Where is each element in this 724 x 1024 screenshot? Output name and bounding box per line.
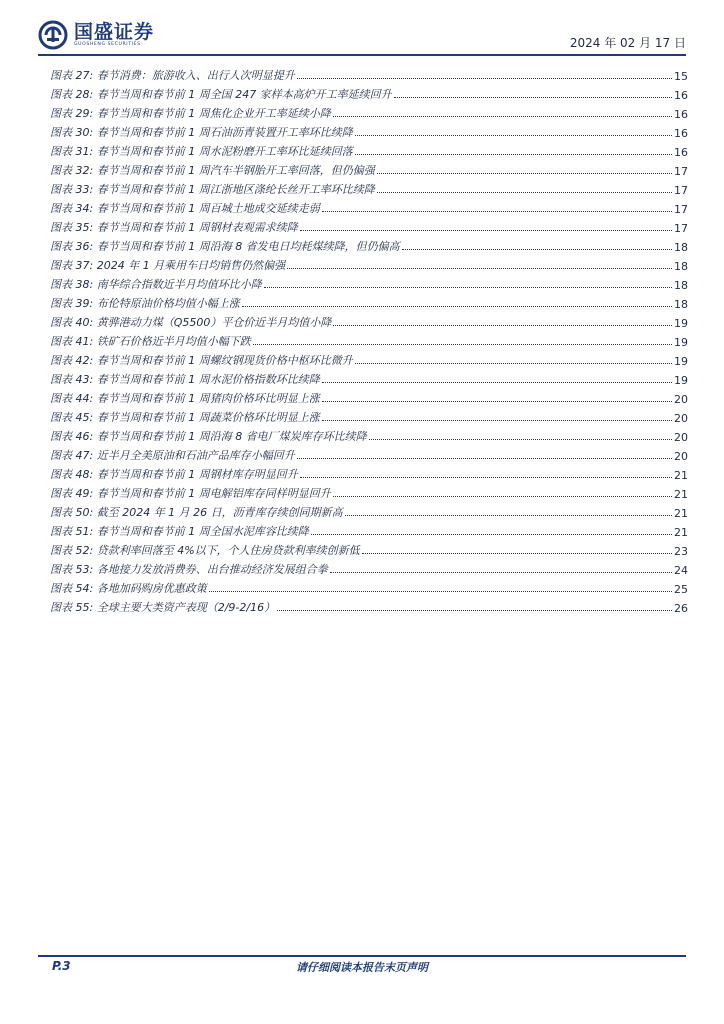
toc-entry-title [50, 371, 320, 387]
toc-entry-page: 21 [674, 507, 688, 520]
toc-entry-text: 截至 2024 年 1 月 26 日，沥青库存续创同期新高 [96, 506, 343, 519]
logo-english-name: GUOSHENG SECURITIES [74, 42, 141, 47]
toc-entry-text: 2024 年 1 月乘用车日均销售仍然偏强 [96, 259, 286, 272]
toc-entry-text: 春节当周和春节前 1 周江浙地区涤纶长丝开工率环比续降 [96, 183, 375, 196]
toc-entry-label: 图表 37: [50, 259, 94, 272]
toc-entry-text: 各地接力发放消费券、出台推动经济发展组合拳 [96, 563, 328, 576]
toc-entry-label: 图表 39: [50, 297, 94, 310]
toc-entry-label: 图表 43: [50, 373, 94, 386]
toc-leader-dots [369, 438, 672, 440]
toc-entry-text: 春节当周和春节前 1 周石油沥青装置开工率环比续降 [96, 126, 353, 139]
toc-entry-title [50, 504, 343, 520]
toc-entry[interactable] [50, 463, 688, 482]
toc-entry-page: 15 [674, 70, 688, 83]
toc-entry-page: 18 [674, 241, 688, 254]
toc-entry-title [50, 580, 207, 596]
toc-entry-label: 图表 34: [50, 202, 94, 215]
toc-entry-text: 春节当周和春节前 1 周沿海 8 省电厂煤炭库存环比续降 [96, 430, 367, 443]
toc-entry-title [50, 466, 298, 482]
toc-entry-page: 17 [674, 184, 688, 197]
toc-entry-text: 贷款利率回落至 4%以下，个人住房贷款利率续创新低 [96, 544, 360, 557]
toc-entry-page: 21 [674, 488, 688, 501]
report-date: 2024 年 02 月 17 日 [569, 36, 686, 50]
header-divider [38, 54, 686, 56]
toc-entry-page: 23 [674, 545, 688, 558]
toc-entry-text: 布伦特原油价格均值小幅上涨 [96, 297, 240, 310]
toc-entry-page: 16 [674, 108, 688, 121]
toc-entry-title [50, 162, 375, 178]
toc-entry-page: 26 [674, 602, 688, 615]
toc-entry[interactable] [50, 482, 688, 501]
toc-entry-text: 春节当周和春节前 1 周水泥粉磨开工率环比延续回落 [96, 145, 353, 158]
toc-entry-title [50, 447, 295, 463]
toc-entry-title [50, 67, 295, 83]
toc-entry-title [50, 333, 251, 349]
toc-leader-dots [242, 305, 672, 307]
toc-entry[interactable] [50, 349, 688, 368]
toc-entry[interactable] [50, 501, 688, 520]
toc-entry-label: 图表 53: [50, 563, 94, 576]
toc-entry[interactable] [50, 159, 688, 178]
toc-entry-page: 16 [674, 127, 688, 140]
toc-entry-label: 图表 46: [50, 430, 94, 443]
toc-leader-dots [330, 571, 672, 573]
toc-entry-label: 图表 47: [50, 449, 94, 462]
toc-entry[interactable] [50, 102, 688, 121]
toc-entry[interactable] [50, 425, 688, 444]
toc-leader-dots [297, 457, 672, 459]
toc-entry[interactable] [50, 235, 688, 254]
toc-entry[interactable] [50, 121, 688, 140]
toc-entry-text: 春节当周和春节前 1 周沿海 8 省发电日均耗煤续降，但仍偏高 [96, 240, 400, 253]
toc-entry-page: 18 [674, 298, 688, 311]
toc-leader-dots [377, 191, 672, 193]
toc-entry-text: 春节当周和春节前 1 周百城土地成交延续走弱 [96, 202, 320, 215]
toc-entry-page: 16 [674, 89, 688, 102]
toc-entry-title [50, 143, 353, 159]
toc-entry-text: 春节当周和春节前 1 周猪肉价格环比明显上涨 [96, 392, 320, 405]
toc-entry-text: 春节当周和春节前 1 周水泥价格指数环比续降 [96, 373, 320, 386]
toc-entry-label: 图表 40: [50, 316, 94, 329]
toc-leader-dots [300, 476, 672, 478]
toc-entry-label: 图表 55: [50, 601, 94, 614]
toc-entry-text: 南华综合指数近半月均值环比小降 [96, 278, 262, 291]
toc-entry[interactable] [50, 558, 688, 577]
toc-entry-label: 图表 27: [50, 69, 94, 82]
toc-entry-page: 17 [674, 222, 688, 235]
toc-entry-page: 18 [674, 279, 688, 292]
toc-entry[interactable] [50, 178, 688, 197]
table-of-figures [50, 64, 688, 615]
toc-entry-page: 17 [674, 203, 688, 216]
toc-leader-dots [253, 343, 672, 345]
toc-entry-label: 图表 44: [50, 392, 94, 405]
company-logo [38, 20, 154, 50]
toc-entry[interactable] [50, 216, 688, 235]
toc-entry[interactable] [50, 292, 688, 311]
toc-entry-label: 图表 45: [50, 411, 94, 424]
toc-entry-text: 全球主要大类资产表现（2/9-2/16） [96, 601, 276, 614]
toc-entry-title [50, 181, 375, 197]
toc-entry-page: 17 [674, 165, 688, 178]
toc-entry-title [50, 276, 262, 292]
toc-entry-text: 各地加码购房优惠政策 [96, 582, 207, 595]
toc-entry-text: 春节消费：旅游收入、出行人次明显提升 [96, 69, 295, 82]
toc-leader-dots [355, 153, 672, 155]
toc-entry[interactable] [50, 140, 688, 159]
toc-entry-text: 近半月全美原油和石油产品库存小幅回升 [96, 449, 295, 462]
toc-entry[interactable] [50, 311, 688, 330]
toc-entry-label: 图表 48: [50, 468, 94, 481]
toc-entry-text: 铁矿石价格近半月均值小幅下跌 [96, 335, 251, 348]
toc-entry-title [50, 200, 320, 216]
toc-leader-dots [209, 590, 672, 592]
toc-entry-page: 20 [674, 412, 688, 425]
toc-leader-dots [333, 115, 672, 117]
toc-entry-label: 图表 41: [50, 335, 94, 348]
toc-entry-text: 黄骅港动力煤（Q5500）平仓价近半月均值小降 [96, 316, 332, 329]
toc-leader-dots [277, 609, 672, 611]
toc-entry-page: 16 [674, 146, 688, 159]
toc-entry-title [50, 219, 298, 235]
toc-entry-label: 图表 51: [50, 525, 94, 538]
toc-entry-page: 19 [674, 355, 688, 368]
toc-entry-page: 20 [674, 431, 688, 444]
toc-entry-title [50, 124, 353, 140]
toc-entry-title [50, 86, 392, 102]
page-header [38, 20, 686, 52]
toc-entry-page: 20 [674, 393, 688, 406]
toc-leader-dots [322, 381, 672, 383]
toc-entry-title [50, 390, 320, 406]
footer-divider [38, 955, 686, 957]
toc-leader-dots [377, 172, 672, 174]
toc-entry[interactable] [50, 539, 688, 558]
toc-entry-text: 春节当周和春节前 1 周焦化企业开工率延续小降 [96, 107, 331, 120]
toc-entry[interactable] [50, 197, 688, 216]
toc-entry-page: 19 [674, 317, 688, 330]
toc-entry-title [50, 409, 320, 425]
toc-leader-dots [322, 210, 672, 212]
toc-entry-title [50, 238, 400, 254]
toc-entry[interactable] [50, 520, 688, 539]
toc-entry-page: 18 [674, 260, 688, 273]
toc-entry-title [50, 352, 353, 368]
toc-entry-label: 图表 28: [50, 88, 94, 101]
guosheng-logo-icon [38, 20, 68, 50]
toc-entry[interactable] [50, 387, 688, 406]
toc-entry-title [50, 485, 331, 501]
toc-leader-dots [355, 134, 672, 136]
toc-entry-title [50, 295, 240, 311]
toc-entry[interactable] [50, 254, 688, 273]
toc-leader-dots [300, 229, 672, 231]
toc-entry-label: 图表 35: [50, 221, 94, 234]
toc-entry[interactable] [50, 406, 688, 425]
toc-entry[interactable] [50, 596, 688, 615]
toc-leader-dots [322, 400, 672, 402]
toc-entry-page: 20 [674, 450, 688, 463]
toc-entry-title [50, 542, 360, 558]
toc-entry-label: 图表 50: [50, 506, 94, 519]
toc-entry[interactable] [50, 273, 688, 292]
toc-leader-dots [264, 286, 672, 288]
toc-leader-dots [345, 514, 672, 516]
toc-entry-label: 图表 42: [50, 354, 94, 367]
toc-entry-label: 图表 54: [50, 582, 94, 595]
toc-leader-dots [322, 419, 672, 421]
toc-leader-dots [311, 533, 672, 535]
toc-entry-title [50, 561, 328, 577]
toc-leader-dots [287, 267, 672, 269]
toc-entry[interactable] [50, 577, 688, 596]
toc-entry-text: 春节当周和春节前 1 周汽车半钢胎开工率回落，但仍偏强 [96, 164, 375, 177]
toc-entry-page: 25 [674, 583, 688, 596]
toc-entry-label: 图表 49: [50, 487, 94, 500]
toc-entry-page: 19 [674, 336, 688, 349]
toc-entry[interactable] [50, 368, 688, 387]
toc-leader-dots [362, 552, 672, 554]
toc-entry-text: 春节当周和春节前 1 周全国水泥库容比续降 [96, 525, 309, 538]
toc-entry-label: 图表 29: [50, 107, 94, 120]
toc-entry-label: 图表 52: [50, 544, 94, 557]
toc-entry[interactable] [50, 444, 688, 463]
page-number: P.3 [52, 959, 71, 973]
toc-leader-dots [333, 495, 672, 497]
toc-entry-label: 图表 38: [50, 278, 94, 291]
disclaimer-note: 请仔细阅读本报告末页声明 [296, 961, 428, 974]
toc-entry-text: 春节当周和春节前 1 周蔬菜价格环比明显上涨 [96, 411, 320, 424]
toc-entry-page: 19 [674, 374, 688, 387]
toc-entry-label: 图表 33: [50, 183, 94, 196]
toc-entry-label: 图表 32: [50, 164, 94, 177]
toc-entry-text: 春节当周和春节前 1 周钢材库存明显回升 [96, 468, 298, 481]
toc-entry-text: 春节当周和春节前 1 周钢材表观需求续降 [96, 221, 298, 234]
toc-entry[interactable] [50, 330, 688, 349]
toc-entry-page: 24 [674, 564, 688, 577]
toc-entry[interactable] [50, 83, 688, 102]
toc-entry-label: 图表 36: [50, 240, 94, 253]
toc-entry-text: 春节当周和春节前 1 周全国 247 家样本高炉开工率延续回升 [96, 88, 392, 101]
toc-leader-dots [402, 248, 672, 250]
toc-entry-text: 春节当周和春节前 1 周电解铝库存同样明显回升 [96, 487, 331, 500]
toc-entry-title [50, 428, 367, 444]
toc-entry-label: 图表 30: [50, 126, 94, 139]
toc-entry-label: 图表 31: [50, 145, 94, 158]
toc-entry-title [50, 314, 331, 330]
toc-entry-title [50, 599, 275, 615]
toc-entry-title [50, 257, 285, 273]
toc-entry-title [50, 105, 331, 121]
toc-leader-dots [355, 362, 672, 364]
toc-entry-title [50, 523, 309, 539]
toc-entry[interactable] [50, 64, 688, 83]
logo-chinese-name: 国盛证券 [74, 21, 155, 43]
toc-entry-text: 春节当周和春节前 1 周螺纹钢现货价格中枢环比微升 [96, 354, 353, 367]
toc-leader-dots [394, 96, 672, 98]
toc-entry-page: 21 [674, 526, 688, 539]
toc-leader-dots [297, 77, 672, 79]
toc-entry-page: 21 [674, 469, 688, 482]
toc-leader-dots [333, 324, 672, 326]
